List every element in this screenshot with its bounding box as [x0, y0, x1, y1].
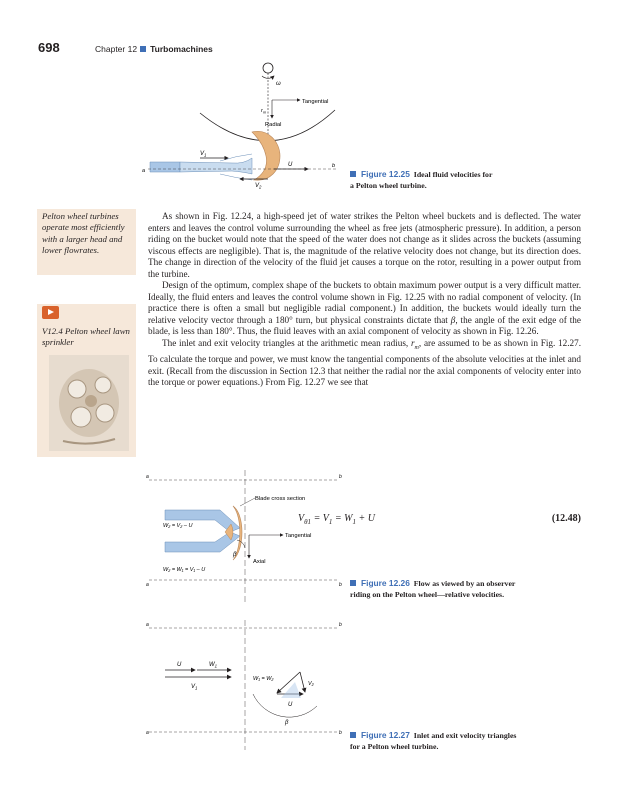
v2-label: $V_2$: [255, 183, 262, 190]
video-sidebar: [37, 304, 136, 457]
equation-number: (12.48): [551, 513, 581, 524]
chapter-number: Chapter 12: [95, 44, 138, 54]
tangential-label: Tangential: [285, 533, 312, 539]
caption-text: Flow as viewed by an observer: [413, 579, 516, 588]
u-label: U: [288, 162, 293, 168]
caption-text: Inlet and exit velocity triangles: [413, 731, 517, 740]
square-bullet-icon: [140, 46, 146, 52]
rm-label: $r_m$: [261, 108, 267, 115]
a-label: a: [142, 168, 146, 174]
caption-label: Figure 12.27: [361, 730, 410, 740]
caption-text: riding on the Pelton wheel—relative velocities.: [350, 589, 505, 599]
tangential-label: Tangential: [302, 99, 329, 105]
paragraph-3: The inlet and exit velocity triangles at the arithmetic mean radius, $r_m$, are assumed to be as shown in Fig. 12.27. To calculate the torque and power, we must know the tangential components of the absolute velocities at the inlet and exit. (Recall from the discussion in Section 12.3 that neither the radial nor the axial components of velocity enter into the torque or power equations.) From Fig. 12.27 we see that: [148, 338, 581, 388]
chapter-title: Turbomachines: [150, 44, 213, 54]
w1-w2-label: W₁ = W₂: [253, 676, 274, 682]
caption-square-icon: [350, 732, 356, 738]
caption-text: a Pelton wheel turbine.: [350, 180, 427, 190]
w1-label: $W_1$: [209, 662, 218, 669]
bucket-shape: [252, 131, 280, 180]
play-icon: [48, 309, 54, 315]
caption-label: Figure 12.25: [361, 169, 410, 179]
w2-lower-label: W₂ = W₁ = V₁ – U: [163, 567, 206, 573]
w2-upper-label: W₂ = V₂ – U: [163, 523, 193, 529]
sprinkler-photo[interactable]: [49, 355, 129, 451]
equation-body: $V_{\theta 1} = V_1 = W_1 + U$: [298, 513, 375, 526]
blade-label: Blade cross section: [255, 496, 306, 502]
a-label-top: a: [146, 622, 149, 628]
beta-label: β: [233, 552, 237, 558]
page-number: 698: [38, 40, 60, 55]
figure-12-26: [145, 470, 345, 605]
b-label: b: [332, 163, 336, 169]
axial-label: Axial: [253, 559, 266, 565]
figure-12-25: [140, 58, 340, 193]
margin-note: [37, 209, 136, 275]
v2-label: V₂: [308, 681, 314, 687]
b-label-bottom: b: [339, 582, 342, 588]
figure-12-26-caption: [350, 578, 580, 600]
exit-triangle-fill: [281, 682, 301, 698]
shaft-circle: [263, 63, 273, 73]
figure-12-27: [145, 620, 345, 750]
beta-label: β: [285, 720, 289, 726]
figure-12-27-caption: [350, 730, 580, 752]
video-play-button[interactable]: [42, 306, 59, 319]
caption-square-icon: [350, 580, 356, 586]
body-text: [148, 211, 581, 389]
omega-label: ω: [276, 81, 281, 87]
b-label-bottom: b: [339, 730, 342, 736]
running-head: [95, 44, 213, 54]
nozzle-shape: [150, 162, 180, 172]
b-label-top: b: [339, 474, 342, 480]
paragraph-1: As shown in Fig. 12.24, a high-speed jet of water strikes the Pelton wheel buckets and is deflected. The water enters and leaves the control volume surrounding the wheel as free jets (atmospheric pressure). In addition, a person riding on the bucket would note that the speed of the water does not change as it slides across the buckets (assuming viscous effects are negligible). That is, the magnitude of the relative velocity does not change, but its direction does. The change in direction of the velocity of the fluid jet causes a torque on the rotor, resulting in a power output from the turbine.: [148, 211, 581, 279]
v1-label: $V_1$: [200, 151, 207, 158]
caption-text: for a Pelton wheel turbine.: [350, 741, 439, 751]
radial-label: Radial: [265, 122, 282, 128]
video-caption: V12.4 Pelton wheel lawn sprinkler: [42, 326, 130, 348]
a-label-bottom: a: [146, 582, 149, 588]
u-exit-label: U: [288, 702, 293, 708]
a-label-top: a: [146, 474, 149, 480]
blade-leader-line: [240, 498, 255, 506]
caption-label: Figure 12.26: [361, 578, 410, 588]
sprinkler-image: [49, 355, 129, 451]
a-label-bottom: a: [146, 730, 149, 736]
v2-arrow: [300, 672, 305, 692]
v1-label: $V_1$: [191, 684, 198, 691]
margin-note-text: Pelton wheel turbines operate most efficiently with a larger head and lower flowrates.: [42, 211, 125, 256]
water-jet: [180, 158, 252, 174]
figure-12-25-caption: [350, 169, 550, 191]
caption-square-icon: [350, 171, 356, 177]
b-label-top: b: [339, 622, 342, 628]
u-inlet-label: U: [177, 662, 182, 668]
paragraph-2: Design of the optimum, complex shape of the buckets to obtain maximum power output is a very difficult matter. Ideally, the fluid enters and leaves the control volume shown in Fig. 12.25 with no radial component of velocity. (In practice there is often a small but negligible radial component.) In addition, the buckets would ideally turn the relative velocity vector through a 180° turn, but physical constraints dictate that β, the angle of the exit edge of the blade, is less than 180°. Thus, the fluid leaves with an axial component of velocity as shown in Fig. 12.26.: [148, 280, 581, 337]
caption-text: Ideal fluid velocities for: [413, 170, 493, 179]
